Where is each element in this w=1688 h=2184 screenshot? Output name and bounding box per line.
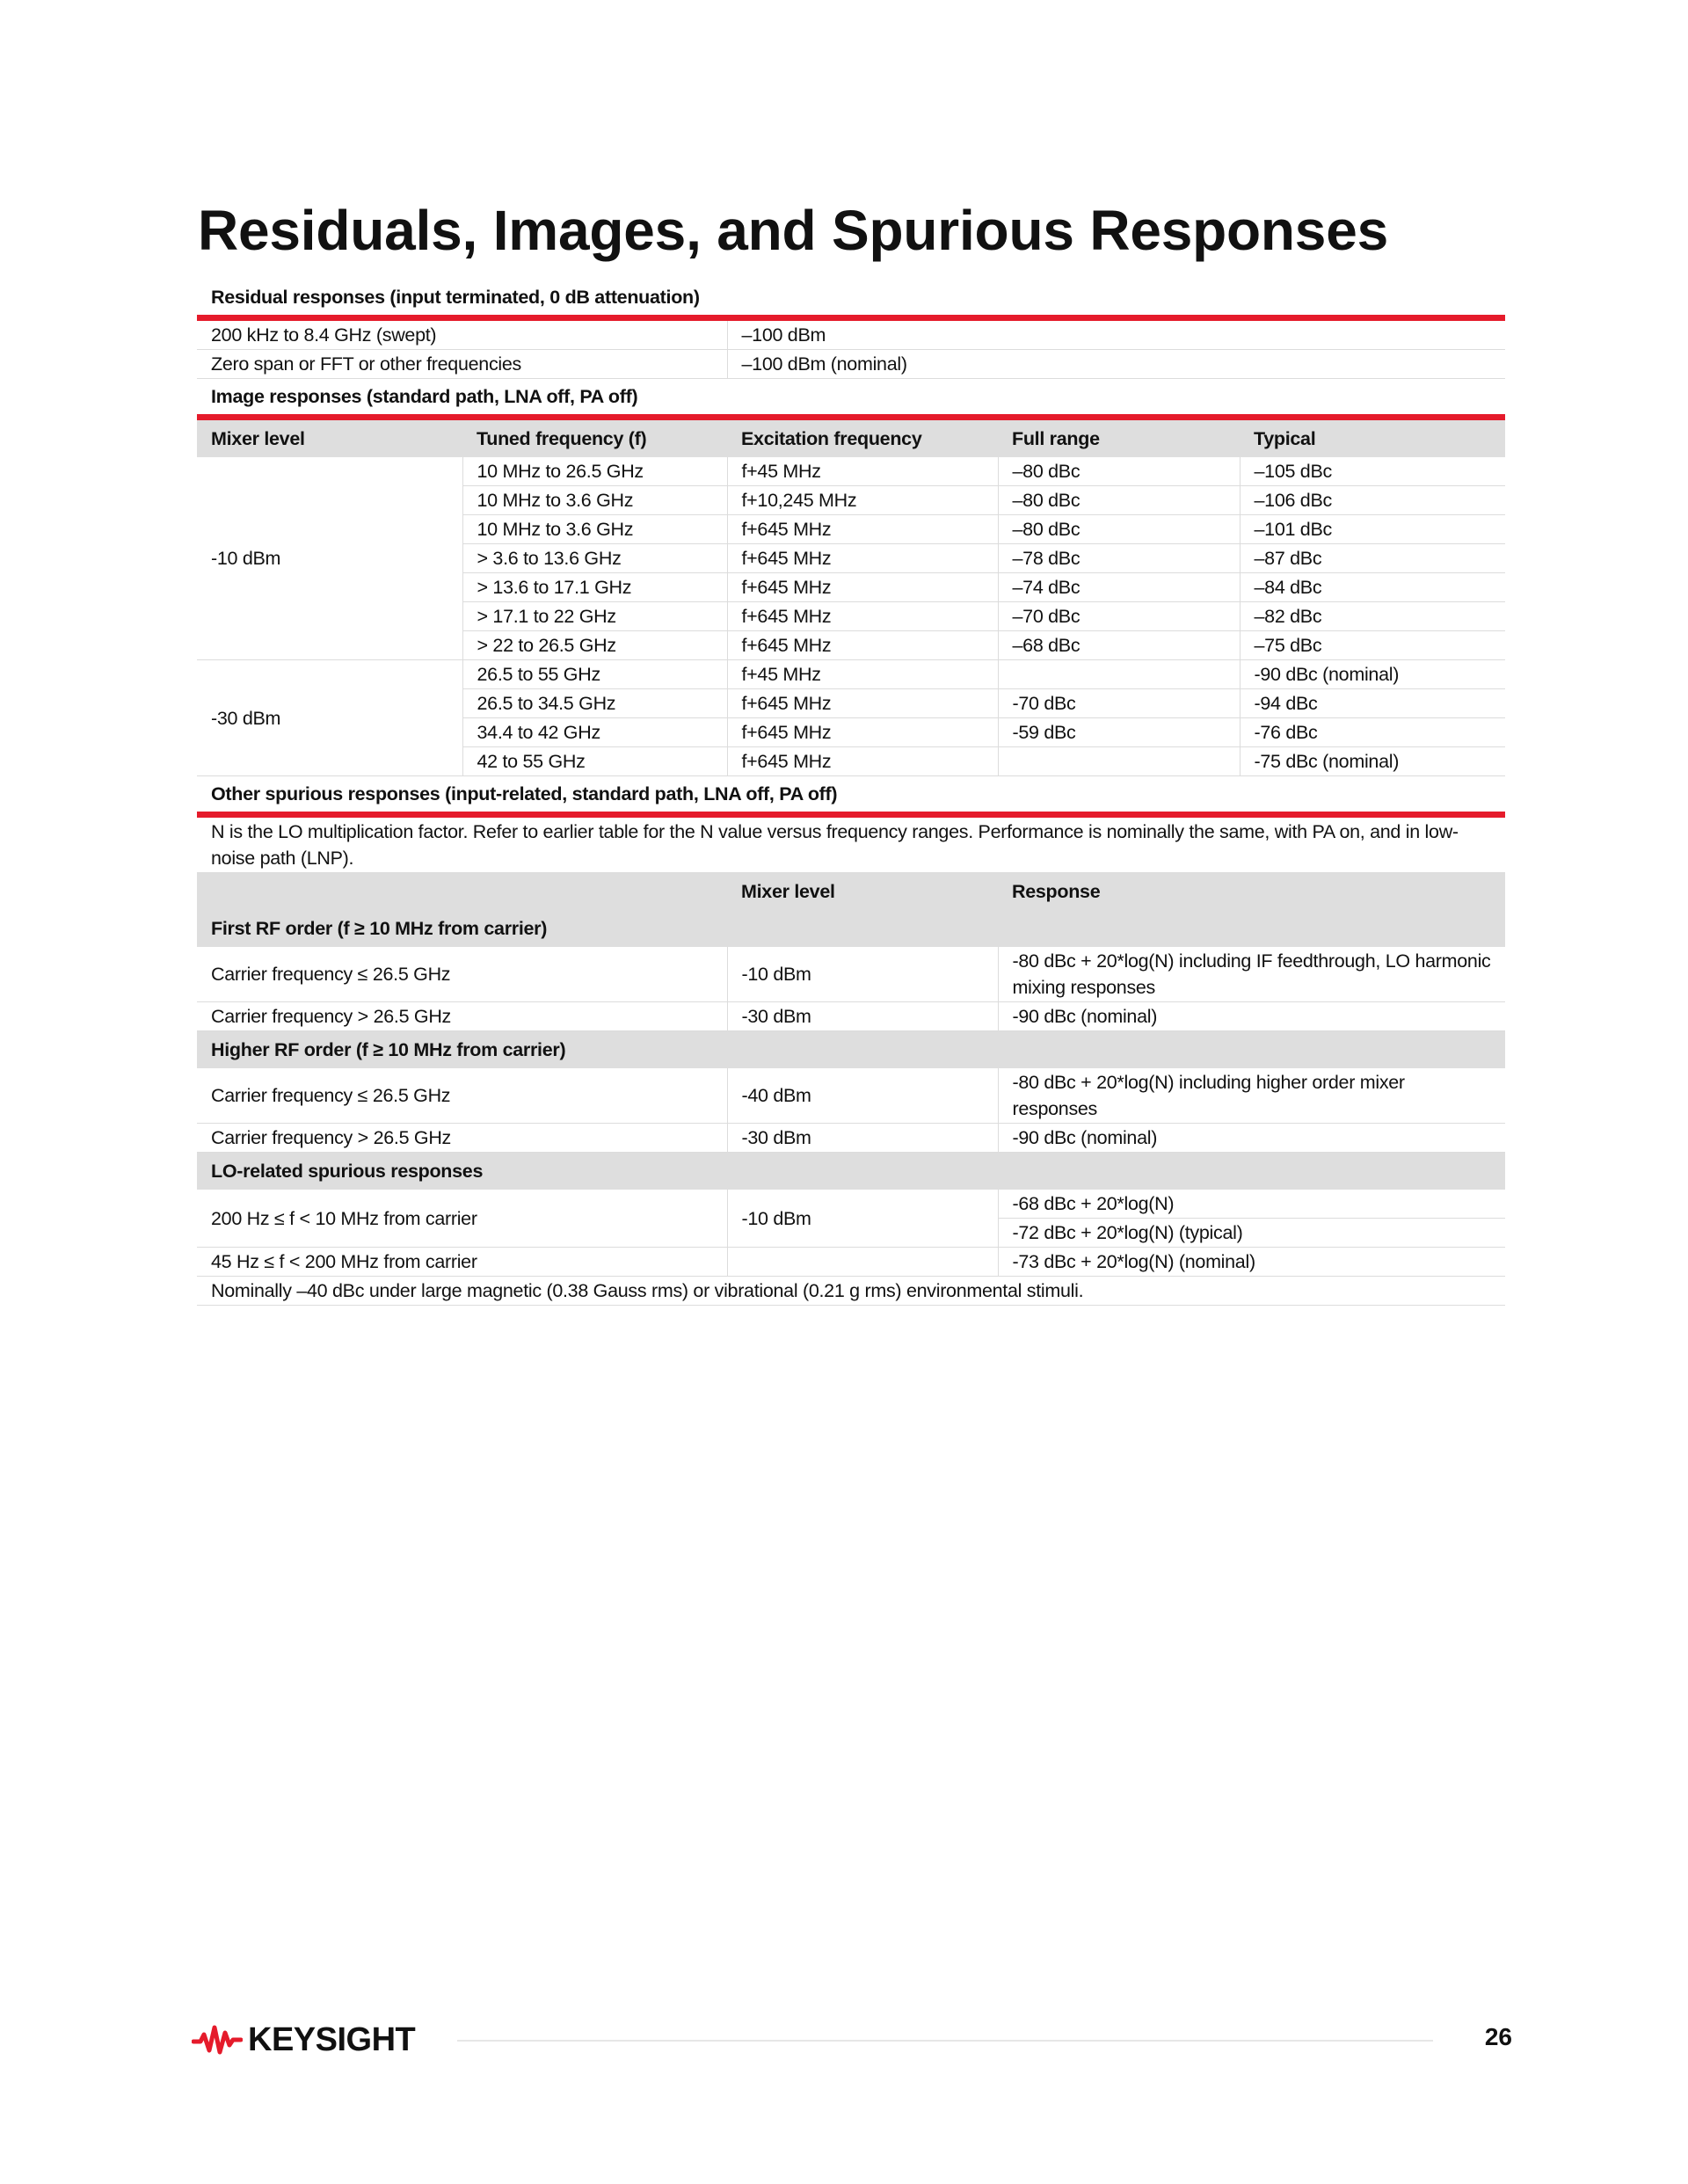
image-table [197,420,1505,776]
residual-row [197,321,1505,350]
image-cell: f+645 MHz [727,718,998,747]
image-cell: 10 MHz to 3.6 GHz [462,515,727,544]
residual-value: –100 dBm [727,321,1505,350]
image-cell: –80 dBc [998,515,1240,544]
spurious-section-title: Other spurious responses (input-related, standard path, LNA off, PA off) [211,783,838,804]
spec-content [197,280,1505,1306]
image-cell: f+645 MHz [727,631,998,660]
page-number: 26 [1484,2023,1512,2050]
image-cell: –106 dBc [1240,486,1505,515]
spur-label: Carrier frequency ≤ 26.5 GHz [197,947,727,1002]
image-cell: -75 dBc (nominal) [1240,747,1505,776]
image-cell [998,660,1240,689]
mixer-level-cell: -10 dBm [197,457,462,660]
image-cell: -59 dBc [998,718,1240,747]
image-cell: –70 dBc [998,602,1240,631]
spur-mixer: -10 dBm [727,1190,998,1248]
image-cell: –74 dBc [998,573,1240,602]
image-cell: 42 to 55 GHz [462,747,727,776]
image-cell: 10 MHz to 26.5 GHz [462,457,727,486]
spurious-header-response: Response [998,873,1505,911]
residual-value: –100 dBm (nominal) [727,350,1505,379]
spur-mixer: -40 dBm [727,1068,998,1124]
image-cell: f+10,245 MHz [727,486,998,515]
image-row [197,457,1505,486]
spur-label: Carrier frequency ≤ 26.5 GHz [197,1068,727,1124]
image-cell: f+645 MHz [727,544,998,573]
spur-mixer: -30 dBm [727,1002,998,1031]
spur-response: -80 dBc + 20*log(N) including higher order mixer responses [998,1068,1505,1124]
image-cell: 26.5 to 55 GHz [462,660,727,689]
image-cell: > 13.6 to 17.1 GHz [462,573,727,602]
image-header-cell: Typical [1240,420,1505,457]
image-cell: f+45 MHz [727,660,998,689]
image-cell: f+45 MHz [727,457,998,486]
keysight-wave-icon [192,2022,243,2057]
spur-mixer: -10 dBm [727,947,998,1002]
image-section-title: Image responses (standard path, LNA off, PA off) [211,386,638,407]
image-cell: f+645 MHz [727,689,998,718]
image-cell: –87 dBc [1240,544,1505,573]
page-title: Residuals, Images, and Spurious Responses [198,199,1388,262]
image-cell: 34.4 to 42 GHz [462,718,727,747]
image-cell [998,747,1240,776]
spur-label: Carrier frequency > 26.5 GHz [197,1002,727,1031]
spur-mixer [727,1248,998,1277]
image-cell: f+645 MHz [727,515,998,544]
spur-label: 200 Hz ≤ f < 10 MHz from carrier [197,1190,727,1248]
brand-name: KEYSIGHT [248,2020,416,2058]
image-cell: –80 dBc [998,457,1240,486]
image-row [197,660,1505,689]
first-rf-title: First RF order (f ≥ 10 MHz from carrier) [197,910,1505,947]
image-cell: –105 dBc [1240,457,1505,486]
image-cell: 26.5 to 34.5 GHz [462,689,727,718]
image-cell: > 3.6 to 13.6 GHz [462,544,727,573]
image-cell: -94 dBc [1240,689,1505,718]
keysight-logo [192,2019,415,2061]
image-cell: -76 dBc [1240,718,1505,747]
image-cell: f+645 MHz [727,747,998,776]
image-cell: f+645 MHz [727,573,998,602]
section-rule [197,414,1505,420]
spur-label: Carrier frequency > 26.5 GHz [197,1124,727,1153]
residual-section-title: Residual responses (input terminated, 0 dB attenuation) [211,287,700,308]
spurious-table [197,818,1505,1306]
spur-response: -80 dBc + 20*log(N) including IF feedthrough, LO harmonic mixing responses [998,947,1505,1002]
image-cell: 10 MHz to 3.6 GHz [462,486,727,515]
image-header-cell: Mixer level [197,420,462,457]
lo-related-title: LO-related spurious responses [197,1153,1505,1190]
spur-mixer: -30 dBm [727,1124,998,1153]
spurious-footnote: Nominally –40 dBc under large magnetic (0.38 Gauss rms) or vibrational (0.21 g rms) environmental stimuli. [197,1277,1505,1306]
spur-response: -73 dBc + 20*log(N) (nominal) [998,1248,1505,1277]
image-cell: > 22 to 26.5 GHz [462,631,727,660]
image-cell: –101 dBc [1240,515,1505,544]
image-cell: –78 dBc [998,544,1240,573]
section-rule [197,812,1505,818]
spurious-header-blank [197,873,727,911]
image-cell: –80 dBc [998,486,1240,515]
image-cell: -70 dBc [998,689,1240,718]
image-cell: -90 dBc (nominal) [1240,660,1505,689]
spurious-header-mixer: Mixer level [727,873,998,911]
higher-rf-title: Higher RF order (f ≥ 10 MHz from carrier) [197,1031,1505,1069]
spur-response: -90 dBc (nominal) [998,1002,1505,1031]
section-rule [197,315,1505,321]
image-cell: –84 dBc [1240,573,1505,602]
residual-condition: Zero span or FFT or other frequencies [197,350,727,379]
spur-response: -72 dBc + 20*log(N) (typical) [998,1219,1505,1248]
spur-response: -68 dBc + 20*log(N) [998,1190,1505,1219]
residual-row [197,350,1505,379]
image-cell: –68 dBc [998,631,1240,660]
image-header-cell: Excitation frequency [727,420,998,457]
residual-condition: 200 kHz to 8.4 GHz (swept) [197,321,727,350]
image-header-cell: Tuned frequency (f) [462,420,727,457]
image-cell: f+645 MHz [727,602,998,631]
residual-table [197,321,1505,379]
mixer-level-cell: -30 dBm [197,660,462,776]
image-cell: –82 dBc [1240,602,1505,631]
image-header-cell: Full range [998,420,1240,457]
spur-label: 45 Hz ≤ f < 200 MHz from carrier [197,1248,727,1277]
image-cell: > 17.1 to 22 GHz [462,602,727,631]
footer-divider [457,2040,1433,2042]
image-cell: –75 dBc [1240,631,1505,660]
spur-response: -90 dBc (nominal) [998,1124,1505,1153]
spurious-note: N is the LO multiplication factor. Refer to earlier table for the N value versus frequency ranges. Performance is nominally the same, with PA on, and in low-noise path (LNP). [197,818,1505,873]
